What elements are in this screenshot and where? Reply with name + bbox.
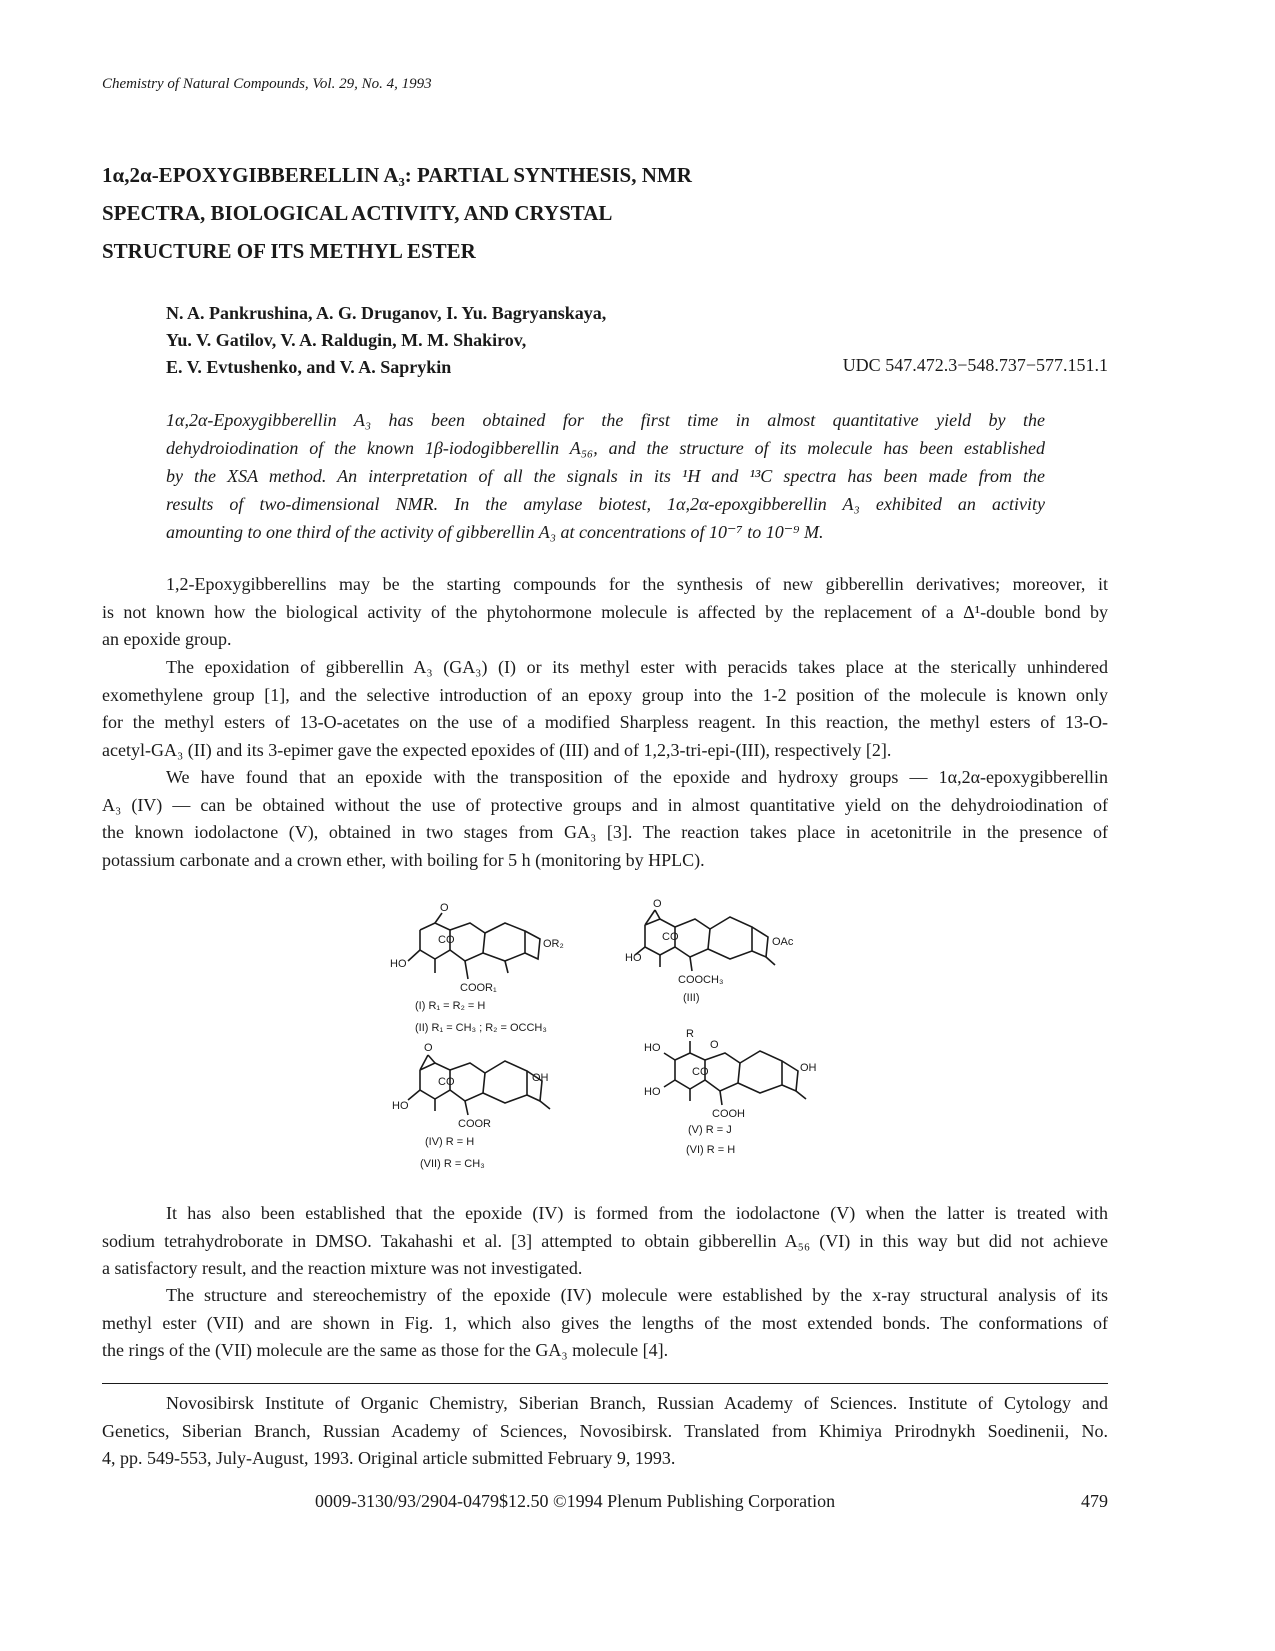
ester-bond xyxy=(465,1101,468,1115)
text-line: potassium carbonate and a crown ether, with boiling for 5 h (monitoring by HPLC). xyxy=(102,849,705,870)
epoxide-o: O xyxy=(424,1042,433,1054)
body-paragraph-2 xyxy=(102,654,1108,764)
acid-bond xyxy=(720,1091,722,1105)
copyright-line: 0009-3130/93/2904-0479$12.50 ©1994 Plenum Publishing Corporation xyxy=(315,1491,836,1511)
structure-v-vi xyxy=(644,1028,817,1156)
text-line: an epoxide group. xyxy=(102,629,232,649)
title-line: STRUCTURE OF ITS METHYL ESTER xyxy=(102,239,476,263)
ester-bond xyxy=(690,957,692,971)
page-number: 479 xyxy=(1081,1491,1108,1511)
footnote-divider xyxy=(102,1383,1108,1384)
epoxide-bond xyxy=(655,910,660,919)
exomethylene-bond xyxy=(796,1091,806,1099)
r-group: R xyxy=(686,1028,694,1040)
text-line: We have found that an epoxide with the transposition of the epoxide and hydroxy groups — 1α,2α-epoxygibberellin xyxy=(166,767,1108,787)
abstract-line: amounting to one third of the activity of gibberellin A₃ at concentrations of 10⁻⁷ to 10⁻⁹ M. xyxy=(166,522,824,542)
ring-c xyxy=(483,923,525,961)
text-line: A₃ (IV) — can be obtained without the use of protective groups and in almost quantitative yield on the dehydroiodination of xyxy=(102,794,1108,815)
ho-group-upper: HO xyxy=(644,1042,661,1054)
article-title xyxy=(102,156,862,270)
lactone-co: CO xyxy=(438,934,455,946)
ho-bond xyxy=(408,950,420,961)
or2-group: OR₂ xyxy=(543,938,564,950)
udc-code: UDC 547.472.3−548.737−577.151.1 xyxy=(842,355,1108,375)
author-line: E. V. Evtushenko, and V. A. Saprykin xyxy=(166,357,452,377)
structure-iv-vii xyxy=(392,1042,550,1170)
ring-d xyxy=(782,1061,798,1091)
label-structure-i: (I) R₁ = R₂ = H xyxy=(415,1000,486,1012)
ho-bond-lower xyxy=(664,1080,675,1087)
ring-d xyxy=(525,931,540,959)
abstract-line: dehydroiodination of the known 1β-iodogibberellin A₅₆, and the structure of its molecule has been established xyxy=(166,438,1045,458)
label-structure-v: (V) R = J xyxy=(688,1124,732,1136)
text-line: methyl ester (VII) and are shown in Fig. 1, which also gives the lengths of the most extended bonds. The conformations of xyxy=(102,1312,1108,1333)
label-structure-ii: (II) R₁ = CH₃ ; R₂ = OCCH₃ xyxy=(415,1022,547,1034)
ester-bond xyxy=(465,961,468,979)
structure-iii xyxy=(625,898,794,1004)
oh-group: OH xyxy=(800,1062,817,1074)
text-line: acetyl-GA₃ (II) and its 3-epimer gave the expected epoxides of (III) and of 1,2,3-tri-epi-(III), respectively [2]. xyxy=(102,739,892,760)
text-line: the known iodolactone (V), obtained in two stages from GA₃ [3]. The reaction takes place in acetonitrile in the presence of xyxy=(102,822,1108,842)
coor1-group: COOR₁ xyxy=(460,982,497,994)
text-line: The epoxidation of gibberellin A₃ (GA₃) (I) or its methyl ester with peracids takes place at the sterically unhindered xyxy=(166,657,1108,677)
body-paragraph-4 xyxy=(102,1200,1108,1283)
epoxide-o: O xyxy=(440,902,449,914)
ring-b xyxy=(675,919,710,957)
body-paragraph-5 xyxy=(102,1282,1108,1365)
structure-i-ii xyxy=(390,902,564,1034)
text-line: It has also been established that the epoxide (IV) is formed from the iodolactone (V) when the latter is treated with xyxy=(166,1203,1108,1223)
ho-group: HO xyxy=(390,958,407,970)
ring-c xyxy=(483,1061,527,1103)
cooh-group: COOH xyxy=(712,1108,745,1120)
label-structure-iv: (IV) R = H xyxy=(425,1136,475,1148)
lactone-co: CO xyxy=(438,1076,455,1088)
ring-c xyxy=(708,917,752,959)
abstract-line: 1α,2α-Epoxygibberellin A₃ has been obtained for the first time in almost quantitative yield by the xyxy=(166,410,1045,430)
lactone-co: CO xyxy=(662,931,679,943)
affiliation-footnote xyxy=(102,1390,1108,1473)
bridge-bond xyxy=(505,961,508,973)
footnote-line: Novosibirsk Institute of Organic Chemistry, Siberian Branch, Russian Academy of Sciences. Institute of Cytology and xyxy=(166,1393,1108,1413)
footnote-line: 4, pp. 549-553, July-August, 1993. Original article submitted February 9, 1993. xyxy=(102,1448,676,1468)
text-line: sodium tetrahydroborate in DMSO. Takahashi et al. [3] attempted to obtain gibberellin A₅₆ (VI) in this way but did not achieve xyxy=(102,1230,1108,1251)
epoxide-bond xyxy=(435,913,442,923)
body-paragraph-1 xyxy=(102,571,1108,654)
author-list xyxy=(166,300,606,381)
footnote-line: Genetics, Siberian Branch, Russian Academy of Sciences, Novosibirsk. Translated from Khimiya Prirodnykh Soedinenii, No. xyxy=(102,1420,1108,1441)
lactone-o: O xyxy=(710,1039,719,1051)
ho-bond-upper xyxy=(664,1053,675,1060)
author-line: Yu. V. Gatilov, V. A. Raldugin, M. M. Shakirov, xyxy=(166,330,527,350)
ho-group: HO xyxy=(625,952,642,964)
text-line: The structure and stereochemistry of the epoxide (IV) molecule were established by the x-ray structural analysis of its xyxy=(166,1285,1108,1305)
ring-b xyxy=(705,1053,740,1091)
epoxide-o: O xyxy=(653,898,662,910)
journal-header: Chemistry of Natural Compounds, Vol. 29, No. 4, 1993 xyxy=(102,76,432,92)
epoxide-bond xyxy=(428,1055,435,1063)
abstract-line: by the XSA method. An interpretation of all the signals in its ¹H and ¹³C spectra has been made from the xyxy=(166,466,1045,486)
text-line: 1,2-Epoxygibberellins may be the starting compounds for the synthesis of new gibberellin derivatives; moreover, it xyxy=(166,574,1108,594)
chemical-structures-figure xyxy=(380,895,830,1180)
label-structure-vii: (VII) R = CH₃ xyxy=(420,1158,485,1170)
author-line: N. A. Pankrushina, A. G. Druganov, I. Yu. Bagryanskaya, xyxy=(166,303,607,323)
text-line: the rings of the (VII) molecule are the same as those for the GA₃ molecule [4]. xyxy=(102,1340,669,1360)
title-line: SPECTRA, BIOLOGICAL ACTIVITY, AND CRYSTAL xyxy=(102,201,613,225)
cooch3-group: COOCH₃ xyxy=(678,974,724,986)
ho-bond xyxy=(408,1090,420,1100)
text-line: exomethylene group [1], and the selective introduction of an epoxy group into the 1-2 position of the molecule is known only xyxy=(102,684,1108,705)
abstract xyxy=(166,406,1045,546)
text-line: a satisfactory result, and the reaction mixture was not investigated. xyxy=(102,1258,583,1278)
ring-b xyxy=(450,923,485,961)
exomethylene-bond xyxy=(766,957,775,965)
label-structure-vi: (VI) R = H xyxy=(686,1144,736,1156)
ring-b xyxy=(450,1063,485,1101)
text-line: is not known how the biological activity of the phytohormone molecule is affected by the replacement of a Δ¹-double bond by xyxy=(102,601,1108,622)
text-line: for the methyl esters of 13-O-acetates on the use of a modified Sharpless reagent. In this reaction, the methyl esters of 13-O- xyxy=(102,712,1108,732)
exomethylene-bond xyxy=(540,1101,550,1109)
ring-d xyxy=(752,927,768,957)
ho-group: HO xyxy=(392,1100,409,1112)
ring-c xyxy=(738,1051,782,1093)
title-line: 1α,2α-EPOXYGIBBERELLIN A₃: PARTIAL SYNTHESIS, NMR xyxy=(102,163,692,187)
oac-group: OAc xyxy=(772,936,794,948)
oh-group: OH xyxy=(532,1072,549,1084)
ho-group-lower: HO xyxy=(644,1086,661,1098)
label-structure-iii: (III) xyxy=(683,992,700,1004)
body-paragraph-3 xyxy=(102,764,1108,874)
abstract-line: results of two-dimensional NMR. In the amylase biotest, 1α,2α-epoxgibberellin A₃ exhibited an activity xyxy=(166,494,1045,514)
lactone-co: CO xyxy=(692,1066,709,1078)
coor-group: COOR xyxy=(458,1118,491,1130)
